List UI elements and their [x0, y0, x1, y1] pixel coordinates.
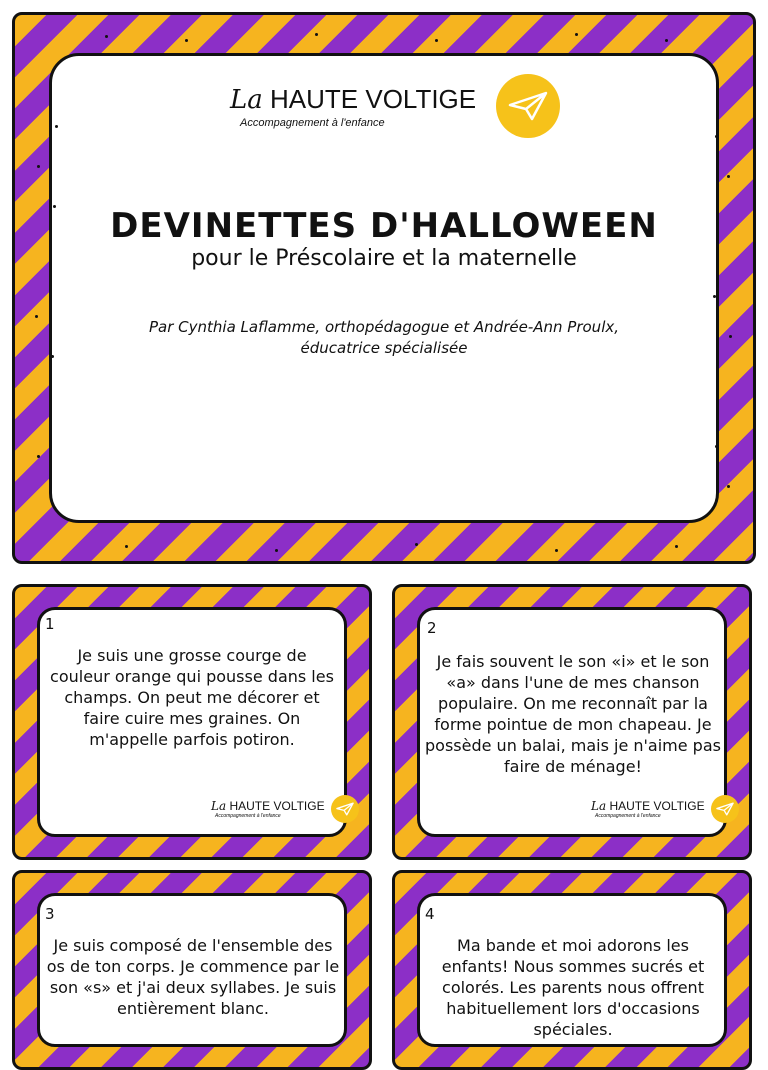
- logo-brand: La HAUTE VOLTIGE: [230, 83, 477, 115]
- border-dot: [105, 35, 108, 38]
- border-dot: [185, 39, 188, 42]
- card-logo: La HAUTE VOLTIGE Accompagnement à l'enfance: [591, 795, 739, 823]
- border-dot: [315, 33, 318, 36]
- border-dot: [575, 33, 578, 36]
- border-dot: [713, 295, 716, 298]
- riddle-text: Je suis composé de l'ensemble des os de ton corps. Je commence par le son «s» et j'ai deux syllabes. Je suis entièrement blanc.: [46, 936, 340, 1018]
- page-subtitle: pour le Préscolaire et la maternelle: [191, 246, 577, 271]
- paper-plane-icon: [711, 795, 739, 823]
- logo-tagline: Accompagnement à l'enfance: [240, 116, 385, 129]
- riddle-text: Je fais souvent le son «i» et le son «a» dans l'une de mes chanson populaire. On me reconnaît par la forme pointue de mon chapeau. Je possède un balai, mais je n'aime pas faire de ménage!: [425, 652, 721, 776]
- riddle-card-2: [392, 584, 752, 860]
- border-dot: [55, 125, 58, 128]
- border-dot: [665, 39, 668, 42]
- page-title: DEVINETTES D'HALLOWEEN: [110, 206, 658, 246]
- riddle-text: Ma bande et moi adorons les enfants! Nous sommes sucrés et colorés. Les parents nous offrent habituellement lors d'occasions spéciales.: [441, 936, 705, 1039]
- card-number: 1: [45, 615, 55, 633]
- border-dot: [275, 549, 278, 552]
- border-dot: [37, 165, 40, 168]
- riddle-card-1: [12, 584, 372, 860]
- card-number: 2: [427, 619, 437, 637]
- paper-plane-icon: [331, 795, 359, 823]
- border-dot: [727, 175, 730, 178]
- border-dot: [35, 315, 38, 318]
- border-dot: [715, 135, 718, 138]
- card-number: 4: [425, 905, 435, 923]
- riddle-text: Je suis une grosse courge de couleur orange qui pousse dans les champs. On peut me décorer et faire cuire mes graines. On m'appelle parfois potiron.: [50, 646, 334, 749]
- border-dot: [415, 543, 418, 546]
- border-dot: [715, 445, 718, 448]
- riddle-card-4: [392, 870, 752, 1070]
- border-dot: [37, 455, 40, 458]
- border-dot: [51, 355, 54, 358]
- border-dot: [435, 39, 438, 42]
- border-dot: [729, 335, 732, 338]
- paper-plane-icon: [496, 74, 560, 138]
- cover-logo: [230, 74, 560, 138]
- authors: Par Cynthia Laflamme, orthopédagogue et Andrée-Ann Proulx, éducatrice spécialisée: [148, 318, 620, 357]
- border-dot: [555, 549, 558, 552]
- card-number: 3: [45, 905, 55, 923]
- border-dot: [125, 545, 128, 548]
- border-dot: [727, 485, 730, 488]
- border-dot: [675, 545, 678, 548]
- riddle-card-3: [12, 870, 372, 1070]
- card-logo: La HAUTE VOLTIGE Accompagnement à l'enfance: [211, 795, 359, 823]
